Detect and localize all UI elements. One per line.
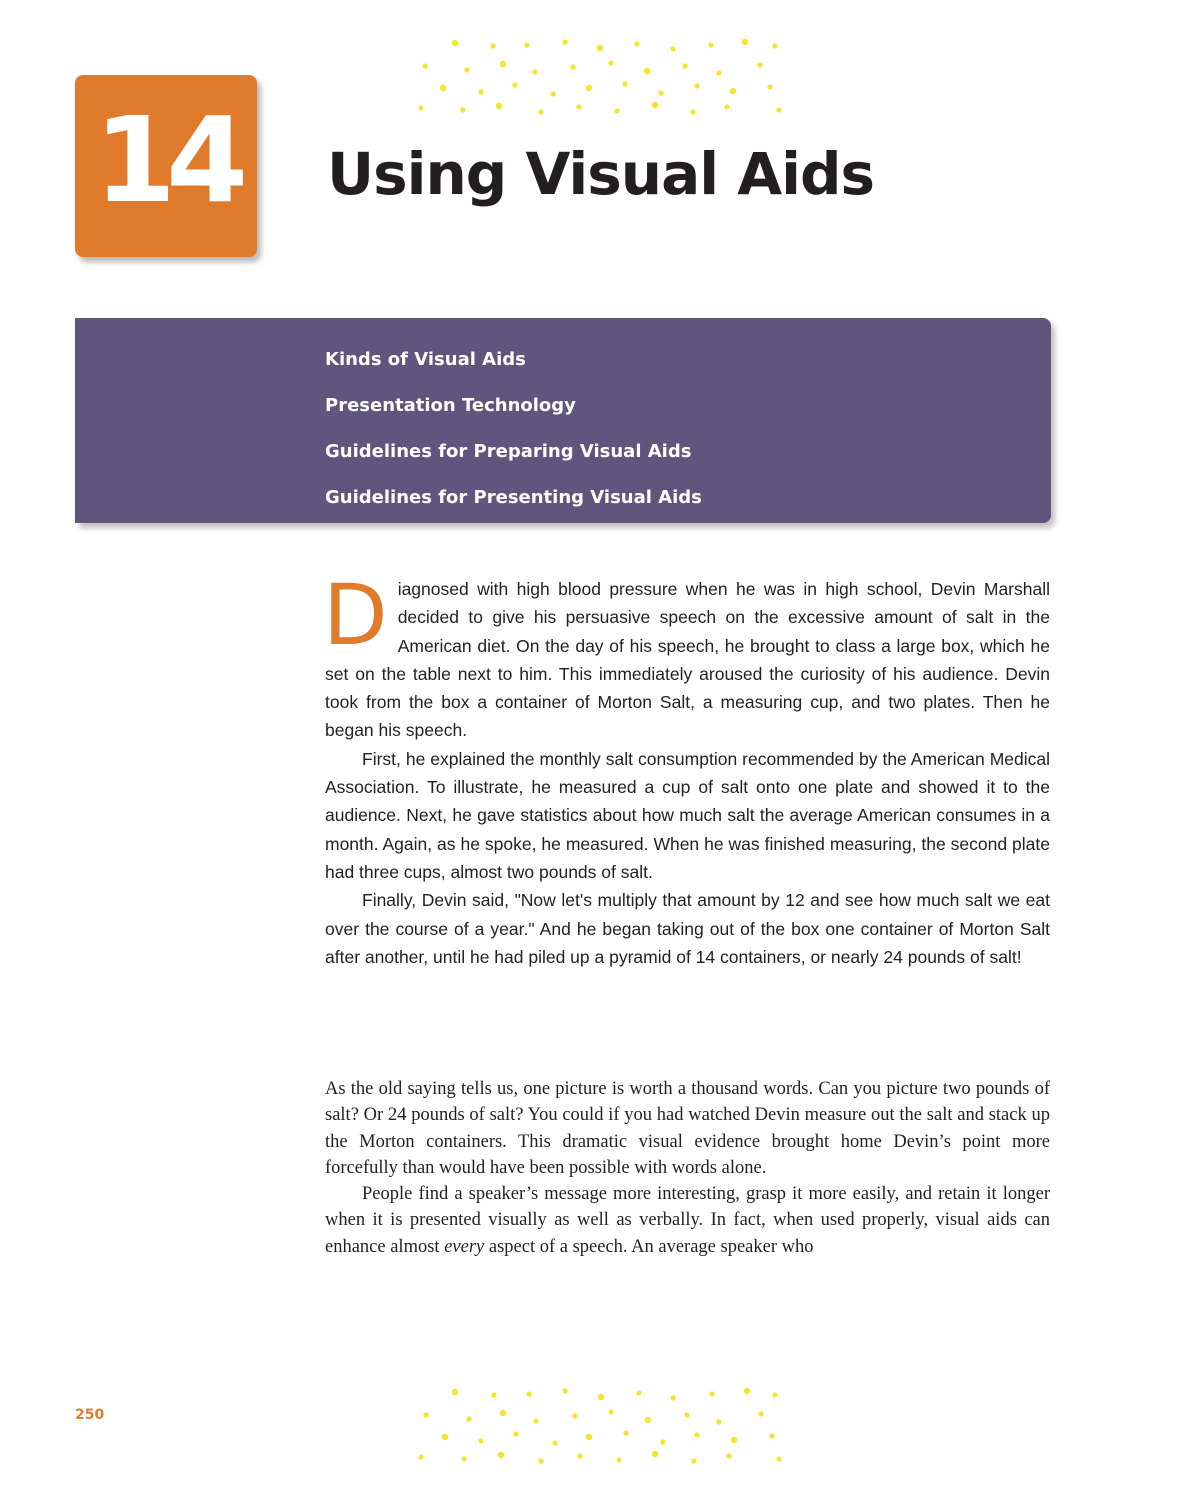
- page-number: 250: [75, 1407, 105, 1423]
- decorative-dot: [461, 1456, 466, 1461]
- chapter-number: 14: [94, 91, 239, 229]
- decorative-dot: [500, 1410, 506, 1416]
- drop-cap: D: [323, 566, 388, 664]
- decorative-dot: [500, 61, 506, 67]
- decorative-dot: [652, 102, 658, 108]
- chapter-title: Using Visual Aids: [327, 140, 875, 208]
- decorative-dot: [464, 67, 469, 72]
- decorative-dot: [716, 1419, 721, 1424]
- body-paragraph-2-start: People find a speaker’s message more interesting, grasp it more easily, and retain it longer when it is presented visually as well as verbally. In fact, when used properly, visual aids can enhance almost: [325, 1184, 1050, 1257]
- decorative-dot: [597, 45, 603, 51]
- decorative-dot: [709, 1391, 714, 1396]
- decorative-dot: [716, 70, 721, 75]
- decorative-dot: [478, 1438, 483, 1443]
- decorative-dot: [614, 108, 619, 113]
- decorative-dot: [691, 1458, 696, 1463]
- decorative-dot: [708, 42, 713, 47]
- decorative-dot: [452, 40, 458, 46]
- body-paragraph-1: As the old saying tells us, one picture is worth a thousand words. Can you picture two pounds of salt? Or 24 pounds of salt? You could if you had watched Devin measure out the salt and stack up the Morton containers. This dramatic visual evidence brought home Devin’s point more forcefully than would have been possible with words alone.: [325, 1079, 1050, 1178]
- decorative-dot: [538, 1458, 543, 1463]
- opening-paragraph-1-text: iagnosed with high blood pressure when he was in high school, Devin Marshall decided to give his persuasive speech on the excessive amount of salt in the American diet. On the day of his speech, he brought to class a large box, which he set on the table next to him. This immediately aroused the curiosity of his audience. Devin took from the box a container of Morton Salt, a measuring cup, and two plates. Then he began his speech.: [325, 579, 1050, 741]
- decorative-dot: [682, 63, 687, 68]
- decorative-dot: [478, 89, 483, 94]
- body-text: [325, 1076, 1050, 1260]
- decorative-dot: [570, 64, 575, 69]
- decorative-dot: [684, 1412, 689, 1417]
- decorative-dot: [772, 1392, 777, 1397]
- decorative-dot: [586, 1434, 592, 1440]
- decorative-dot: [460, 107, 465, 112]
- decorative-dot: [769, 1433, 774, 1438]
- opening-paragraph-3: Finally, Devin said, "Now let's multiply that amount by 12 and see how much salt we eat over the course of a year." And he began taking out of the box one container of Morton Salt after another, until he had piled up a pyramid of 14 containers, or nearly 24 pounds of salt!: [325, 890, 1050, 967]
- decorative-dot: [623, 1430, 628, 1435]
- decorative-dot: [562, 1388, 567, 1393]
- decorative-dot: [645, 1417, 651, 1423]
- decorative-dot: [608, 1409, 613, 1414]
- decorative-dot: [652, 1451, 658, 1457]
- decorative-dot: [658, 90, 663, 95]
- decorative-dot: [670, 46, 675, 51]
- decorative-dot: [577, 1453, 582, 1458]
- decorative-dot: [608, 60, 613, 65]
- decorative-dot: [562, 39, 567, 44]
- decorative-dot: [767, 84, 772, 89]
- decorative-dot: [758, 1411, 763, 1416]
- decorative-dot: [440, 85, 446, 91]
- decorative-dot: [742, 39, 748, 45]
- decorative-dot: [634, 41, 639, 46]
- decorative-dot: [744, 1388, 750, 1394]
- decorative-dot: [636, 1390, 641, 1395]
- decorative-dot: [513, 1431, 518, 1436]
- decorative-dot: [694, 83, 699, 88]
- decorative-dot: [442, 1434, 448, 1440]
- decorative-dot: [526, 1391, 531, 1396]
- decorative-dot: [532, 69, 537, 74]
- decorative-dot: [418, 105, 423, 110]
- body-paragraph-2-emphasis: every: [444, 1236, 485, 1257]
- decorative-dot: [644, 68, 650, 74]
- decorative-dot: [757, 62, 762, 67]
- decorative-dot: [524, 42, 529, 47]
- decorative-dot: [586, 85, 592, 91]
- decorative-dot: [690, 109, 695, 114]
- decorative-dot: [452, 1389, 458, 1395]
- decorative-dot: [724, 104, 729, 109]
- outline-item-presenting[interactable]: Guidelines for Presenting Visual Aids: [325, 487, 702, 508]
- decorative-dot: [731, 1437, 737, 1443]
- decorative-dot: [776, 107, 781, 112]
- decorative-dot: [498, 1452, 504, 1458]
- decorative-dot: [550, 91, 555, 96]
- decorative-dot: [538, 109, 543, 114]
- decorative-dot: [772, 43, 777, 48]
- decorative-dot: [491, 1392, 496, 1397]
- decorative-dot: [730, 88, 736, 94]
- outline-item-preparing[interactable]: Guidelines for Preparing Visual Aids: [325, 441, 692, 462]
- decorative-dots-bottom: [415, 1385, 785, 1465]
- decorative-dot: [776, 1456, 781, 1461]
- decorative-dot: [572, 1413, 577, 1418]
- decorative-dot: [423, 1412, 428, 1417]
- decorative-dot: [694, 1432, 699, 1437]
- outline-item-kinds[interactable]: Kinds of Visual Aids: [325, 349, 526, 370]
- decorative-dot: [418, 1454, 423, 1459]
- decorative-dot: [496, 103, 502, 109]
- decorative-dot: [422, 63, 427, 68]
- decorative-dot: [512, 82, 517, 87]
- body-paragraph-2-end: aspect of a speech. An average speaker who: [484, 1236, 814, 1257]
- opening-paragraph-2: First, he explained the monthly salt consumption recommended by the American Medical Association. To illustrate, he measured a cup of salt onto one plate and showed it to the audience. Next, he gave statistics about how much salt the average American consumes in a month. Again, as he spoke, he measured. When he was finished measuring, the second plate had three cups, almost two pounds of salt.: [325, 748, 1050, 882]
- decorative-dot: [576, 104, 581, 109]
- decorative-dot: [598, 1394, 604, 1400]
- decorative-dot: [490, 43, 495, 48]
- decorative-dot: [670, 1395, 675, 1400]
- decorative-dot: [726, 1453, 731, 1458]
- outline-item-technology[interactable]: Presentation Technology: [325, 395, 576, 416]
- decorative-dot: [622, 81, 627, 86]
- decorative-dot: [533, 1418, 538, 1423]
- opening-paragraph-1: [323, 566, 1050, 745]
- decorative-dot: [466, 1416, 471, 1421]
- decorative-dot: [616, 1457, 621, 1462]
- decorative-dots-top: [415, 36, 785, 116]
- decorative-dot: [660, 1439, 665, 1444]
- decorative-dot: [552, 1440, 557, 1445]
- chapter-outline-list: [325, 337, 702, 521]
- body-paragraph-2: [325, 1181, 1050, 1260]
- opening-story: [323, 566, 1050, 971]
